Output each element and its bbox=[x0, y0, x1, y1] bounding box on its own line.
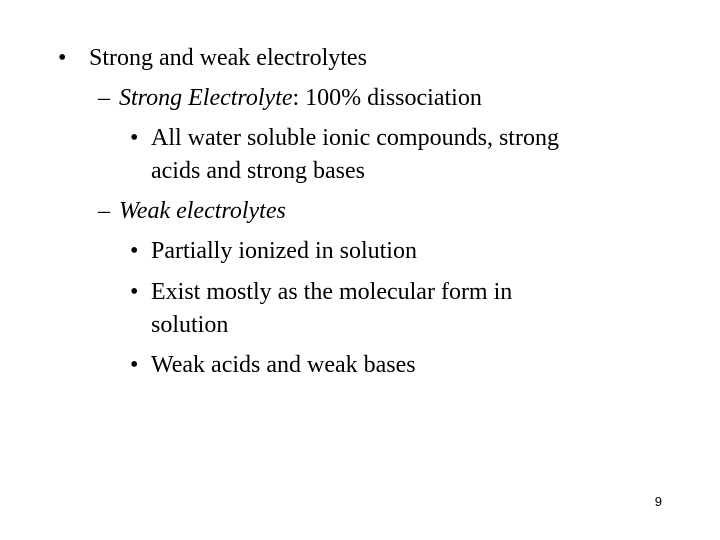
sub-sub-bullet-text-continued: acids and strong bases bbox=[151, 158, 365, 184]
sub-bullet-marker: – bbox=[98, 85, 110, 111]
sub-sub-bullet-text: Exist mostly as the molecular form in bbox=[151, 279, 513, 305]
sub-sub-bullet-marker: • bbox=[130, 238, 139, 264]
sub-bullet-line bbox=[119, 84, 482, 112]
sub-sub-bullet-text: Weak acids and weak bases bbox=[151, 352, 416, 378]
sub-sub-bullet-marker: • bbox=[130, 279, 139, 305]
sub-sub-bullet-text: All water soluble ionic compounds, strong bbox=[151, 125, 559, 151]
sub-sub-bullet-marker: • bbox=[130, 125, 139, 151]
page-number: 9 bbox=[654, 494, 662, 509]
sub-sub-bullet-text: Partially ionized in solution bbox=[151, 238, 417, 264]
bullet-text: Strong and weak electrolytes bbox=[89, 45, 367, 71]
sub-bullet-marker: – bbox=[98, 198, 110, 224]
sub-bullet-text: : 100% dissociation bbox=[292, 85, 482, 111]
sub-sub-bullet-marker: • bbox=[130, 352, 139, 378]
sub-sub-bullet-text-continued: solution bbox=[151, 312, 229, 338]
bullet-marker: • bbox=[58, 45, 67, 71]
term-strong-electrolyte: Strong Electrolyte bbox=[119, 85, 293, 111]
term-weak-electrolytes: Weak electrolytes bbox=[119, 198, 286, 224]
